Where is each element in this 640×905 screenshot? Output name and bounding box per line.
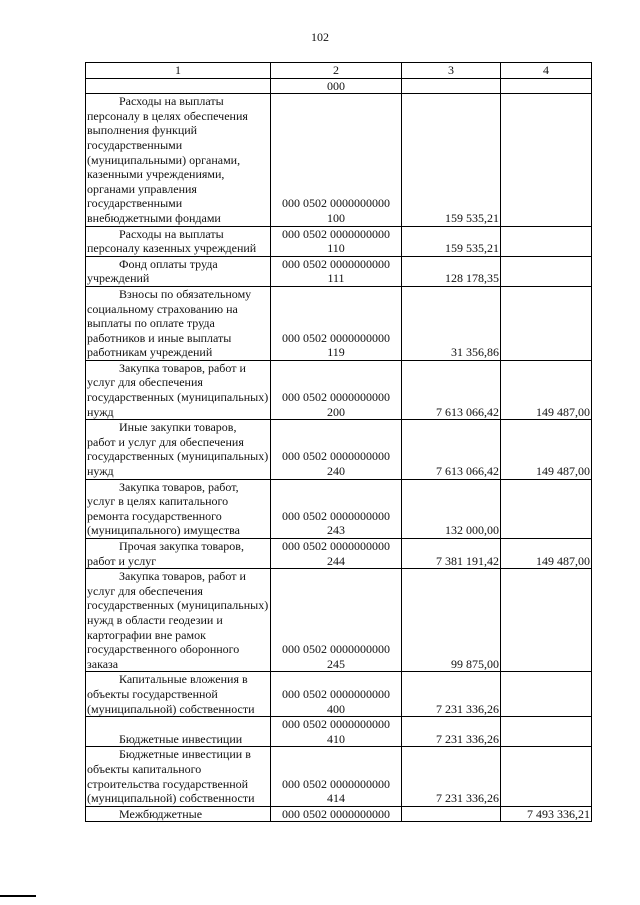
row-amount: 7 231 336,26 — [402, 747, 501, 806]
row-code-main: 000 0502 0000000000 — [282, 196, 390, 211]
row-name — [86, 806, 271, 822]
row-amount-2 — [501, 717, 592, 747]
row-code-type: 110 — [327, 241, 345, 256]
row-amount-2 — [501, 226, 592, 256]
row-code — [271, 747, 402, 806]
table-row — [86, 672, 592, 717]
table-row — [86, 420, 592, 479]
row-code — [271, 479, 402, 538]
row-code-main: 000 0502 0000000000 — [282, 539, 390, 553]
row-name — [86, 569, 271, 672]
header-col-4: 4 — [501, 63, 592, 79]
row-name — [86, 539, 271, 569]
row-name — [86, 479, 271, 538]
row-amount: 7 613 066,42 — [402, 360, 501, 419]
row-name — [86, 256, 271, 286]
row-name-first: Закупка товаров, работ, — [119, 479, 239, 494]
row-code — [271, 256, 402, 286]
row-code-main: 000 0502 0000000000 — [282, 256, 390, 271]
row-name — [86, 717, 271, 747]
row-code-main: 000 0502 0000000000 — [282, 508, 390, 523]
row-amount: 159 535,21 — [402, 226, 501, 256]
row-code-type: 410 — [327, 731, 345, 746]
row-code — [271, 94, 402, 226]
row-name-rest: персоналу казенных учреждений — [87, 241, 257, 256]
row-amount-2: 149 487,00 — [501, 360, 592, 419]
row-code — [271, 569, 402, 672]
subheader-col-3 — [402, 78, 501, 94]
table-row — [86, 94, 592, 226]
row-name-rest: услуг для обеспечения государственных (муниципальных) нужд в области геодезии и картографии вне рамок государственного оборонного заказа — [87, 583, 269, 671]
row-amount: 7 231 336,26 — [402, 672, 501, 717]
row-code-type: 111 — [327, 271, 345, 286]
row-amount: 159 535,21 — [402, 94, 501, 226]
row-code — [271, 806, 402, 822]
page-number: 102 — [311, 30, 329, 44]
row-amount: 7 231 336,26 — [402, 717, 501, 747]
row-name-first: Закупка товаров, работ и — [119, 569, 246, 584]
row-code-type: 245 — [327, 656, 345, 671]
table-row — [86, 360, 592, 419]
row-code-type: 200 — [327, 404, 345, 419]
row-name — [86, 94, 271, 226]
row-code — [271, 226, 402, 256]
row-name-rest: объекты капитального строительства государственной (муниципальной) собственности — [87, 761, 255, 806]
row-amount-2 — [501, 569, 592, 672]
table-row — [86, 806, 592, 822]
row-amount-2 — [501, 479, 592, 538]
row-name — [86, 360, 271, 419]
row-amount-2: 149 487,00 — [501, 539, 592, 569]
row-name — [86, 286, 271, 360]
row-code — [271, 672, 402, 717]
row-code-main: 000 0502 0000000000 — [282, 330, 390, 345]
table-row — [86, 539, 592, 569]
header-row — [86, 63, 592, 79]
row-amount-2 — [501, 286, 592, 360]
row-name-rest: услуг в целях капитального ремонта государственного (муниципального) имущества — [87, 494, 240, 538]
table-row — [86, 286, 592, 360]
row-name-first: Взносы по обязательному — [119, 286, 252, 301]
row-name-first: Бюджетные инвестиции в — [119, 747, 251, 762]
row-name-first: Расходы на выплаты — [119, 94, 224, 109]
row-code-type: 119 — [327, 345, 345, 360]
header-col-2: 2 — [271, 63, 402, 79]
row-amount-2: 149 487,00 — [501, 420, 592, 479]
row-code-type: 400 — [327, 701, 345, 716]
row-code-type: 243 — [327, 523, 345, 538]
row-name-first: Капитальные вложения в — [119, 672, 248, 687]
subheader-col-1 — [86, 78, 271, 94]
footer-rule — [0, 895, 36, 897]
row-code-type: 244 — [327, 553, 345, 568]
row-amount: 128 178,35 — [402, 256, 501, 286]
row-amount: 7 381 191,42 — [402, 539, 501, 569]
row-amount: 31 356,86 — [402, 286, 501, 360]
row-name-first: Межбюджетные — [119, 806, 203, 821]
row-name-rest: учреждений — [87, 271, 150, 286]
table-row — [86, 747, 592, 806]
row-code-main: 000 0502 0000000000 — [282, 806, 390, 821]
row-code-type: 414 — [327, 791, 345, 806]
row-code — [271, 286, 402, 360]
row-amount — [402, 806, 501, 822]
row-code — [271, 420, 402, 479]
row-name-rest: услуг для обеспечения государственных (муниципальных) нужд — [87, 375, 269, 419]
row-name-first: Фонд оплаты труда — [119, 256, 218, 271]
row-name-rest: работ и услуг для обеспечения государственных (муниципальных) нужд — [87, 434, 269, 479]
row-name-rest: объекты государственной (муниципальной) собственности — [87, 686, 255, 716]
row-code-main: 000 0502 0000000000 — [282, 686, 390, 701]
table-row — [86, 569, 592, 672]
table-row — [86, 479, 592, 538]
row-code-main: 000 0502 0000000000 — [282, 226, 390, 241]
row-name — [86, 672, 271, 717]
row-name-first: Расходы на выплаты — [119, 226, 224, 241]
row-amount: 7 613 066,42 — [402, 420, 501, 479]
row-code — [271, 539, 402, 569]
row-name-first: Бюджетные инвестиции — [119, 731, 243, 746]
row-code-main: 000 0502 0000000000 — [282, 717, 390, 732]
row-name-rest: персоналу в целях обеспечения выполнения функций государственными (муниципальными) органами, казенными учреждениями, органами управления государственными внебюджетными фондами — [87, 108, 248, 225]
header-col-3: 3 — [402, 63, 501, 79]
row-code-main: 000 0502 0000000000 — [282, 642, 390, 657]
row-name-first: Иные закупки товаров, — [119, 420, 237, 435]
subheader-col-2: 000 — [271, 78, 402, 94]
table-row — [86, 226, 592, 256]
row-name-rest: работ и услуг — [87, 553, 157, 568]
row-amount: 99 875,00 — [402, 569, 501, 672]
row-name — [86, 420, 271, 479]
header-col-1: 1 — [86, 63, 271, 79]
row-name — [86, 226, 271, 256]
row-name-rest: социальному страхованию на выплаты по оплате труда работников и иные выплаты работникам учреждений — [87, 301, 238, 360]
table-row — [86, 256, 592, 286]
subheader-col-4 — [501, 78, 592, 94]
row-name-first: Закупка товаров, работ и — [119, 360, 246, 375]
row-amount-2 — [501, 672, 592, 717]
table-row — [86, 717, 592, 747]
row-amount: 132 000,00 — [402, 479, 501, 538]
row-amount-2 — [501, 747, 592, 806]
row-code-main: 000 0502 0000000000 — [282, 776, 390, 791]
row-amount-2 — [501, 256, 592, 286]
row-name-first: Прочая закупка товаров, — [119, 539, 244, 553]
row-code-type: 100 — [327, 210, 345, 225]
row-code-type: 240 — [327, 464, 345, 479]
row-code — [271, 717, 402, 747]
row-code-main: 000 0502 0000000000 — [282, 449, 390, 464]
row-code — [271, 360, 402, 419]
row-code-main: 000 0502 0000000000 — [282, 390, 390, 405]
subheader-row — [86, 78, 592, 94]
budget-table — [85, 62, 592, 822]
row-amount-2 — [501, 94, 592, 226]
row-amount-2: 7 493 336,21 — [501, 806, 592, 822]
row-name — [86, 747, 271, 806]
